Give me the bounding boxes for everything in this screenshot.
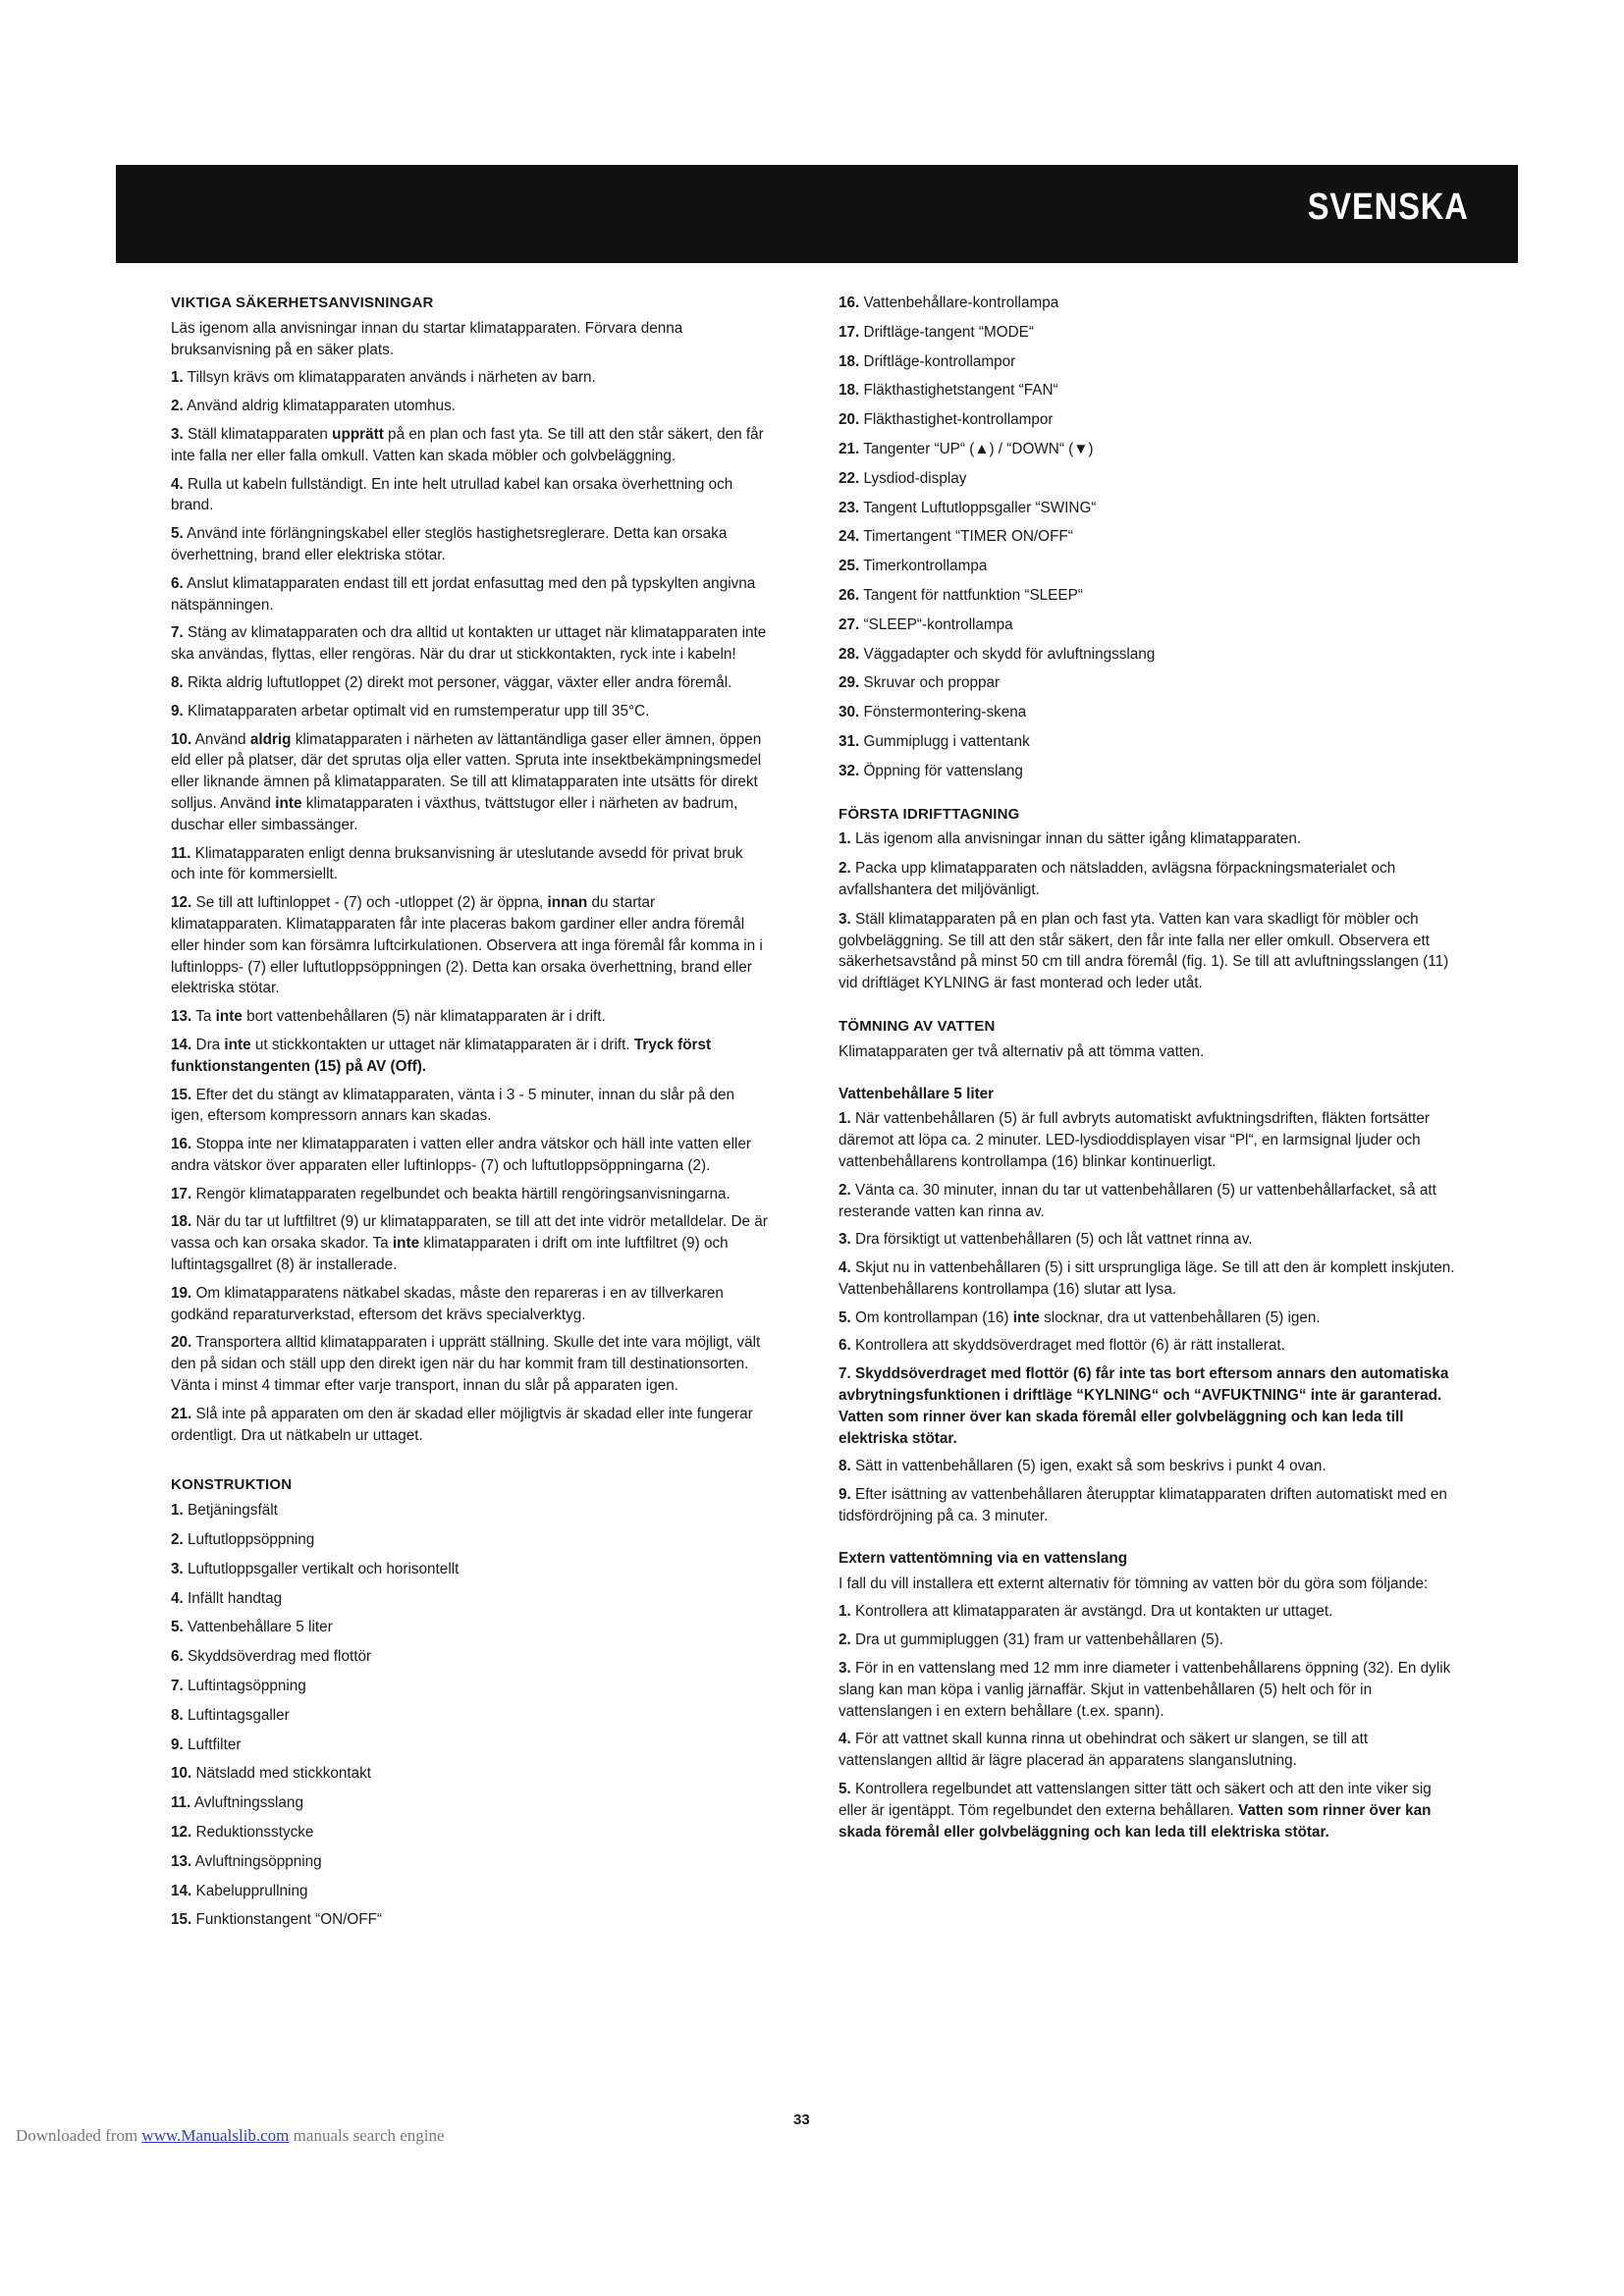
item-number: 1. bbox=[171, 369, 184, 387]
item-text: Luftintagsgaller bbox=[188, 1706, 290, 1724]
safety-item bbox=[171, 474, 770, 517]
item-text: Funktionstangent “ON/OFF“ bbox=[195, 1911, 383, 1929]
hose-list bbox=[839, 1601, 1461, 1842]
construction-item bbox=[839, 644, 1461, 666]
item-text: Sätt in vattenbehållaren (5) igen, exakt så som beskrivs i punkt 4 ovan. bbox=[855, 1458, 1326, 1475]
safety-list bbox=[171, 367, 770, 1446]
item-number: 5. bbox=[839, 1308, 851, 1326]
item-text: Skruvar och proppar bbox=[863, 674, 1001, 692]
item-number: 27. bbox=[839, 615, 860, 633]
item-number: 3. bbox=[171, 1560, 184, 1577]
item-text: Klimatapparaten enligt denna bruksanvisning är uteslutande avsedd för privat bruk och inte för kommersiellt. bbox=[171, 844, 743, 883]
item-text: Tillsyn krävs om klimatapparaten används i närheten av barn. bbox=[187, 369, 596, 387]
item-text: Klimatapparaten arbetar optimalt vid en rumstemperatur upp till 35°C. bbox=[188, 702, 650, 720]
safety-item bbox=[171, 573, 770, 616]
item-number: 6. bbox=[839, 1337, 851, 1355]
item-text-bold: inte bbox=[215, 1008, 243, 1026]
construction-title: KONSTRUKTION bbox=[171, 1476, 293, 1494]
safety-item bbox=[171, 843, 770, 886]
construction-item bbox=[171, 1646, 770, 1668]
item-text: på en plan och fast yta. Se till att den står säkert, den får inte falla ner eller falla omkull. Vatten kan skada möbler och golvbeläggning. bbox=[171, 425, 764, 464]
left-column bbox=[171, 293, 770, 1939]
construction-item bbox=[839, 526, 1461, 548]
construction-item bbox=[171, 1792, 770, 1814]
item-number: 32. bbox=[839, 762, 860, 779]
item-number: 2. bbox=[171, 398, 184, 415]
item-text: Öppning för vattenslang bbox=[863, 762, 1023, 779]
item-text: För in en vattenslang med 12 mm inre diameter i vattenbehållarens öppning (32). En dylik slang kan man köpa i vanlig järnaffär. Skjut in vattenbehållaren (5) helt och för in vattenslangen i en extern behållare (t.ex. spann). bbox=[839, 1660, 1451, 1720]
item-number: 20. bbox=[171, 1334, 192, 1352]
item-number: 4. bbox=[171, 1589, 184, 1607]
item-text: Tangent för nattfunktion “SLEEP“ bbox=[863, 586, 1083, 604]
item-text: Skyddsöverdrag med flottör bbox=[188, 1648, 372, 1666]
item-number: 31. bbox=[839, 732, 860, 750]
item-text: Efter det du stängt av klimatapparaten, vänta i 3 - 5 minuter, innan du slår på den igen, eftersom kompressorn annars kan skadas. bbox=[171, 1086, 734, 1125]
item-text: bort vattenbehållaren (5) när klimatapparaten är i drift. bbox=[242, 1008, 606, 1026]
item-number: 22. bbox=[839, 469, 860, 487]
safety-item bbox=[171, 367, 770, 389]
item-number: 12. bbox=[171, 1824, 192, 1842]
item-text-bold: innan bbox=[547, 894, 588, 912]
safety-item bbox=[171, 1085, 770, 1128]
item-number: 10. bbox=[171, 1765, 192, 1783]
item-text: Anslut klimatapparaten endast till ett jordat enfasuttag med den på typskylten angivna nätspänningen. bbox=[171, 574, 756, 614]
item-text: Infällt handtag bbox=[188, 1589, 283, 1607]
safety-intro: Läs igenom alla anvisningar innan du startar klimatapparaten. Förvara denna bruksanvisning på en säker plats. bbox=[171, 319, 683, 358]
item-text: Packa upp klimatapparaten och nätsladden, avlägsna förpackningsmaterialet och avfallshantera det miljövänligt. bbox=[839, 860, 1396, 898]
footer-prefix: Downloaded from bbox=[16, 2126, 142, 2145]
safety-item bbox=[171, 396, 770, 417]
first-use-item bbox=[839, 909, 1461, 994]
item-number: 18. bbox=[171, 1213, 192, 1231]
item-number: 16. bbox=[839, 294, 860, 311]
item-text: Transportera alltid klimatapparaten i upprätt ställning. Skulle det inte vara möjligt, vält den på sidan och ställ upp den direkt igen när du har kommit fram till destinationsorten. Vänta i minst 4 timmar efter varje transport, innan du slår på apparaten igen. bbox=[171, 1334, 761, 1395]
item-number: 8. bbox=[171, 1706, 184, 1724]
item-text: Vattenbehållare 5 liter bbox=[188, 1619, 333, 1636]
construction-item bbox=[839, 468, 1461, 490]
safety-item bbox=[171, 1035, 770, 1078]
item-text: Avluftningsöppning bbox=[194, 1852, 322, 1870]
construction-item bbox=[839, 293, 1461, 314]
item-text: Rengör klimatapparaten regelbundet och beakta härtill rengöringsanvisningarna. bbox=[195, 1185, 731, 1202]
safety-item bbox=[171, 1404, 770, 1447]
item-number: 11. bbox=[171, 844, 191, 862]
item-number: 3. bbox=[839, 1231, 851, 1249]
item-text: Driftläge-tangent “MODE“ bbox=[863, 323, 1034, 341]
safety-item bbox=[171, 1134, 770, 1177]
item-number: 9. bbox=[839, 1486, 851, 1504]
item-text: Väggadapter och skydd för avluftningsslang bbox=[863, 645, 1156, 663]
item-number: 11. bbox=[171, 1794, 191, 1812]
item-number: 26. bbox=[839, 586, 860, 604]
item-text: Om klimatapparatens nätkabel skadas, måste den repareras i en av tillverkaren godkänd reparaturverkstad, eftersom det krävs specialverktyg. bbox=[171, 1284, 724, 1323]
safety-item bbox=[171, 1006, 770, 1028]
safety-item bbox=[171, 1211, 770, 1275]
footer-suffix: manuals search engine bbox=[289, 2126, 445, 2145]
item-text: Kontrollera att klimatapparaten är avstängd. Dra ut kontakten ur uttaget. bbox=[855, 1603, 1333, 1621]
construction-list bbox=[171, 1500, 770, 1931]
item-number: 21. bbox=[839, 440, 860, 457]
safety-item bbox=[171, 672, 770, 694]
item-text: Avluftningsslang bbox=[193, 1794, 303, 1812]
item-text: Använd bbox=[194, 730, 250, 748]
item-number: 14. bbox=[171, 1882, 192, 1899]
item-text: Vänta ca. 30 minuter, innan du tar ut vattenbehållaren (5) ur vattenbehållarfacket, så att resterande vatten kan rinna av. bbox=[839, 1181, 1436, 1220]
download-footer bbox=[16, 2126, 445, 2146]
hose-intro: I fall du vill installera ett externt alternativ för tömning av vatten bör du göra som följande: bbox=[839, 1575, 1429, 1592]
drain-intro: Klimatapparaten ger två alternativ på att tömma vatten. bbox=[839, 1042, 1205, 1060]
item-text: Luftutloppsgaller vertikalt och horisontellt bbox=[188, 1560, 460, 1577]
construction-item bbox=[171, 1851, 770, 1873]
first-use-title: FÖRSTA IDRIFTTAGNING bbox=[839, 805, 1020, 823]
item-text: klimatapparaten i närheten av lättantändliga gaser eller ämnen, öppen eld eller på platser, där det sprutas olja eller vatten. Spruta inte insektbekämpningsmedel eller liknande ämnen på klimatapparaten. Se till att klimatapparaten inte utsätts för direkt solljus. Använd bbox=[171, 730, 762, 812]
item-text: Kontrollera att skyddsöverdraget med flottör (6) är rätt installerat. bbox=[855, 1337, 1285, 1355]
item-number: 23. bbox=[839, 499, 860, 516]
item-number: 2. bbox=[839, 1181, 851, 1199]
construction-item bbox=[839, 585, 1461, 607]
safety-title: VIKTIGA SÄKERHETSANVISNINGAR bbox=[171, 294, 434, 311]
item-text: Efter isättning av vattenbehållaren återupptar klimatapparaten driften automatiskt med en tidsfördröjning på ca. 3 minuter. bbox=[839, 1486, 1447, 1525]
item-number: 13. bbox=[171, 1008, 192, 1026]
safety-item bbox=[171, 1184, 770, 1205]
item-text: Ställ klimatapparaten bbox=[188, 425, 333, 443]
item-text: Driftläge-kontrollampor bbox=[863, 352, 1016, 370]
item-text: Stoppa inte ner klimatapparaten i vatten eller andra vätskor och häll inte vatten eller andra vätskor över apparaten eller luftinlopps- (7) och luftutloppsöppningarna (2). bbox=[171, 1136, 751, 1174]
construction-item bbox=[171, 1763, 770, 1785]
item-text-bold: Tryck först funktionstangenten (15) på AV (Off). bbox=[171, 1036, 712, 1075]
item-text: Luftintagsöppning bbox=[188, 1678, 306, 1695]
item-number: 4. bbox=[171, 475, 184, 493]
item-text: När vattenbehållaren (5) är full avbryts automatiskt avfuktningsdriften, fläkten fortsätter däremot att löpa ca. 2 minuter. LED-lysdioddisplayen visar “Pl“, en larmsignal ljuder och vattenbehållarens kontrollampa (16) blinkar kontinuerligt. bbox=[839, 1110, 1430, 1170]
item-number: 9. bbox=[171, 1735, 184, 1753]
item-number: 18. bbox=[839, 352, 860, 370]
page-language-title: SVENSKA bbox=[1307, 187, 1469, 228]
item-text: Fönstermontering-skena bbox=[863, 704, 1027, 721]
item-text: Se till att luftinloppet - (7) och -utloppet (2) är öppna, bbox=[195, 894, 548, 912]
item-number: 17. bbox=[839, 323, 860, 341]
item-number: 28. bbox=[839, 645, 860, 663]
item-text: Timerkontrollampa bbox=[863, 558, 988, 575]
item-text: Gummiplugg i vattentank bbox=[863, 732, 1030, 750]
item-number: 2. bbox=[171, 1531, 184, 1549]
item-text: klimatapparaten i växthus, tvättstugor eller i närheten av badrum, duschar eller simbassänger. bbox=[171, 794, 738, 833]
construction-item bbox=[171, 1881, 770, 1902]
construction-item bbox=[839, 351, 1461, 373]
item-text-bold: Vatten som rinner över kan skada föremål eller golvbeläggning och kan leda till elektriska stötar. bbox=[839, 1801, 1432, 1841]
construction-item bbox=[839, 761, 1461, 782]
item-text-bold: Skyddsöverdraget med flottör (6) får inte tas bort eftersom annars den automatiska avbrytningsfunktionen i driftläge “KYLNING“ och “AVFUKTNING“ inte är garanterad. Vatten som rinner över kan skada föremål eller golvbeläggning och kan leda till elektriska stötar. bbox=[839, 1365, 1449, 1447]
item-text: Betjäningsfält bbox=[188, 1502, 278, 1520]
construction-item bbox=[171, 1559, 770, 1580]
item-text: Fläkthastighetstangent “FAN“ bbox=[863, 382, 1058, 400]
right-column bbox=[839, 293, 1461, 1849]
item-text: Använd aldrig klimatapparaten utomhus. bbox=[187, 398, 456, 415]
item-text: Tangenter “UP“ (▲) / “DOWN“ (▼) bbox=[863, 440, 1094, 457]
tank-list bbox=[839, 1108, 1461, 1527]
item-text-bold: inte bbox=[392, 1235, 420, 1253]
item-text: För att vattnet skall kunna rinna ut obehindrat och säkert ur slangen, se till att vattenslangen alltid är lägre placerad än apparatens slanganslutning. bbox=[839, 1731, 1369, 1770]
item-number: 5. bbox=[839, 1781, 851, 1798]
tank-step bbox=[839, 1308, 1461, 1329]
tank-step bbox=[839, 1456, 1461, 1477]
item-text: Skjut nu in vattenbehållaren (5) i sitt ursprungliga läge. Se till att den är komplett inskjuten. Vattenbehållarens kontrollampa (16) slutar att lysa. bbox=[839, 1259, 1455, 1298]
item-text: Dra ut gummipluggen (31) fram ur vattenbehållaren (5). bbox=[855, 1631, 1223, 1649]
first-use-list bbox=[839, 828, 1461, 994]
hose-step bbox=[839, 1658, 1461, 1722]
safety-item bbox=[171, 729, 770, 836]
item-number: 1. bbox=[839, 1110, 851, 1128]
item-number: 17. bbox=[171, 1185, 192, 1202]
item-number: 15. bbox=[171, 1086, 192, 1103]
manualslib-link[interactable]: www.Manualslib.com bbox=[141, 2126, 290, 2145]
construction-item bbox=[171, 1705, 770, 1727]
item-text: Fläkthastighet-kontrollampor bbox=[863, 411, 1054, 429]
item-text: klimatapparaten i drift om inte luftfiltret (9) och luftintagsgallret (8) är installerade. bbox=[171, 1235, 729, 1274]
construction-item bbox=[839, 731, 1461, 753]
item-text: Ställ klimatapparaten på en plan och fast yta. Vatten kan vara skadligt för möbler och golvbeläggning. Se till att den står säkert, den får inte falla ner eller omkull. Observera ett säkerhetsavstånd på minst 50 cm till andra föremål (fig. 1). Se till att avluftningsslangen (11) vid driftläget KYLNING är fast monterad och leder utåt. bbox=[839, 910, 1449, 992]
item-number: 16. bbox=[171, 1136, 192, 1153]
drain-title: TÖMNING AV VATTEN bbox=[839, 1017, 996, 1035]
item-number: 10. bbox=[171, 730, 192, 748]
item-text: Läs igenom alla anvisningar innan du sätter igång klimatapparaten. bbox=[855, 830, 1302, 848]
item-text: “SLEEP“-kontrollampa bbox=[863, 615, 1013, 633]
first-use-item bbox=[839, 858, 1461, 901]
item-number: 3. bbox=[839, 1660, 851, 1678]
page-number: 33 bbox=[793, 2111, 810, 2128]
tank-step bbox=[839, 1229, 1461, 1251]
tank-step bbox=[839, 1363, 1461, 1449]
item-text: När du tar ut luftfiltret (9) ur klimatapparaten, se till att det inte vidrör metalldelar. De är vassa och kan orsaka skador. Ta bbox=[171, 1213, 768, 1253]
item-text: Ta bbox=[195, 1008, 216, 1026]
item-text: Tangent Luftutloppsgaller “SWING“ bbox=[863, 499, 1097, 516]
item-number: 14. bbox=[171, 1036, 192, 1053]
safety-item bbox=[171, 1332, 770, 1396]
hose-step bbox=[839, 1729, 1461, 1772]
construction-item bbox=[839, 672, 1461, 694]
item-number: 8. bbox=[171, 673, 184, 691]
construction-item bbox=[839, 556, 1461, 577]
construction-item bbox=[171, 1735, 770, 1756]
item-number: 1. bbox=[171, 1502, 184, 1520]
construction-list-continued bbox=[839, 293, 1461, 782]
item-text: Dra bbox=[195, 1036, 225, 1053]
hose-step bbox=[839, 1601, 1461, 1623]
item-text-bold: inte bbox=[1012, 1308, 1040, 1326]
item-text: Om kontrollampan (16) bbox=[855, 1308, 1013, 1326]
item-text: slocknar, dra ut vattenbehållaren (5) igen. bbox=[1039, 1308, 1321, 1326]
construction-item bbox=[839, 439, 1461, 460]
construction-item bbox=[171, 1529, 770, 1551]
safety-item bbox=[171, 1283, 770, 1326]
item-text: Rikta aldrig luftutloppet (2) direkt mot personer, väggar, växter eller andra föremål. bbox=[188, 673, 732, 691]
construction-item bbox=[839, 322, 1461, 344]
item-text-bold: inte bbox=[224, 1036, 251, 1053]
item-number: 4. bbox=[839, 1259, 851, 1277]
item-number: 20. bbox=[839, 411, 860, 429]
item-text: Vattenbehållare-kontrollampa bbox=[863, 294, 1059, 311]
item-text: Kontrollera regelbundet att vattenslangen sitter tätt och säkert och att den inte viker sig eller är igentäppt. Töm regelbundet den externa behållaren. bbox=[839, 1781, 1432, 1819]
item-number: 24. bbox=[839, 528, 860, 546]
construction-item bbox=[171, 1617, 770, 1638]
item-number: 5. bbox=[171, 1619, 184, 1636]
item-number: 1. bbox=[839, 1603, 851, 1621]
item-number: 21. bbox=[171, 1405, 192, 1422]
item-number: 25. bbox=[839, 558, 860, 575]
item-text: Luftfilter bbox=[188, 1735, 242, 1753]
item-text: Dra försiktigt ut vattenbehållaren (5) och låt vattnet rinna av. bbox=[855, 1231, 1253, 1249]
item-number: 30. bbox=[839, 704, 860, 721]
construction-item bbox=[171, 1909, 770, 1931]
item-number: 2. bbox=[839, 860, 851, 878]
item-text: Stäng av klimatapparaten och dra alltid ut kontakten ur uttaget när klimatapparaten inte ska användas, flyttas, eller rengöras. När du drar ut stickkontakten, ryck inte i kabeln! bbox=[171, 624, 767, 664]
item-number: 3. bbox=[171, 425, 184, 443]
item-text: Rulla ut kabeln fullständigt. En inte helt utrullad kabel kan orsaka överhettning och brand. bbox=[171, 475, 733, 514]
item-number: 6. bbox=[171, 574, 184, 592]
item-number: 7. bbox=[171, 624, 184, 642]
item-number: 6. bbox=[171, 1648, 184, 1666]
hose-title: Extern vattentömning via en vattenslang bbox=[839, 1549, 1128, 1567]
tank-title: Vattenbehållare 5 liter bbox=[839, 1085, 995, 1102]
item-number: 18. bbox=[839, 382, 860, 400]
tank-step bbox=[839, 1484, 1461, 1527]
item-text: Kabelupprullning bbox=[195, 1882, 308, 1899]
item-number: 13. bbox=[171, 1852, 192, 1870]
tank-step bbox=[839, 1257, 1461, 1301]
construction-item bbox=[839, 498, 1461, 519]
item-text: Reduktionsstycke bbox=[195, 1824, 314, 1842]
item-number: 4. bbox=[839, 1731, 851, 1748]
construction-item bbox=[839, 614, 1461, 636]
safety-item bbox=[171, 424, 770, 467]
item-text: Nätsladd med stickkontakt bbox=[195, 1765, 372, 1783]
item-number: 3. bbox=[839, 910, 851, 928]
first-use-item bbox=[839, 828, 1461, 850]
construction-item bbox=[839, 409, 1461, 431]
item-number: 9. bbox=[171, 702, 184, 720]
item-text: Luftutloppsöppning bbox=[188, 1531, 315, 1549]
construction-item bbox=[171, 1822, 770, 1843]
safety-item bbox=[171, 892, 770, 999]
header-bar bbox=[116, 165, 1518, 263]
item-text: du startar klimatapparaten. Klimatapparaten får inte placeras bakom gardiner eller andra föremål eller hinder som kan försämra luftcirkulationen. Observera att inga föremål får komma in i luftinlopps- (7) eller luftutloppsöppningen (2). Detta kan orsaka överhettning, brand eller elektriska stötar. bbox=[171, 894, 763, 997]
safety-item bbox=[171, 701, 770, 722]
item-text: Lysdiod-display bbox=[863, 469, 967, 487]
item-number: 29. bbox=[839, 674, 860, 692]
item-number: 1. bbox=[839, 830, 851, 848]
item-number: 19. bbox=[171, 1284, 192, 1302]
item-text-bold: aldrig bbox=[249, 730, 292, 748]
item-text: ut stickkontakten ur uttaget när klimatapparaten är i drift. bbox=[250, 1036, 634, 1053]
item-text: Använd inte förlängningskabel eller steglös hastighetsreglerare. Detta kan orsaka överhettning, brand eller elektriska stötar. bbox=[171, 525, 728, 563]
item-number: 12. bbox=[171, 894, 192, 912]
item-number: 15. bbox=[171, 1911, 192, 1929]
construction-item bbox=[839, 702, 1461, 723]
item-number: 7. bbox=[839, 1365, 851, 1383]
construction-item bbox=[839, 380, 1461, 401]
construction-item bbox=[171, 1500, 770, 1522]
item-number: 8. bbox=[839, 1458, 851, 1475]
hose-step bbox=[839, 1779, 1461, 1842]
tank-step bbox=[839, 1108, 1461, 1172]
item-number: 5. bbox=[171, 525, 184, 543]
item-number: 2. bbox=[839, 1631, 851, 1649]
safety-item bbox=[171, 622, 770, 666]
item-text: Slå inte på apparaten om den är skadad eller möjligtvis är skadad eller inte fungerar ordentligt. Dra ut nätkabeln ur uttaget. bbox=[171, 1405, 753, 1444]
item-text: Timertangent “TIMER ON/OFF“ bbox=[863, 528, 1073, 546]
construction-item bbox=[171, 1676, 770, 1697]
hose-step bbox=[839, 1629, 1461, 1651]
construction-item bbox=[171, 1588, 770, 1610]
safety-item bbox=[171, 523, 770, 566]
tank-step bbox=[839, 1180, 1461, 1223]
item-text-bold: upprätt bbox=[332, 425, 384, 443]
item-text-bold: inte bbox=[275, 794, 302, 812]
item-number: 7. bbox=[171, 1678, 184, 1695]
tank-step bbox=[839, 1335, 1461, 1357]
